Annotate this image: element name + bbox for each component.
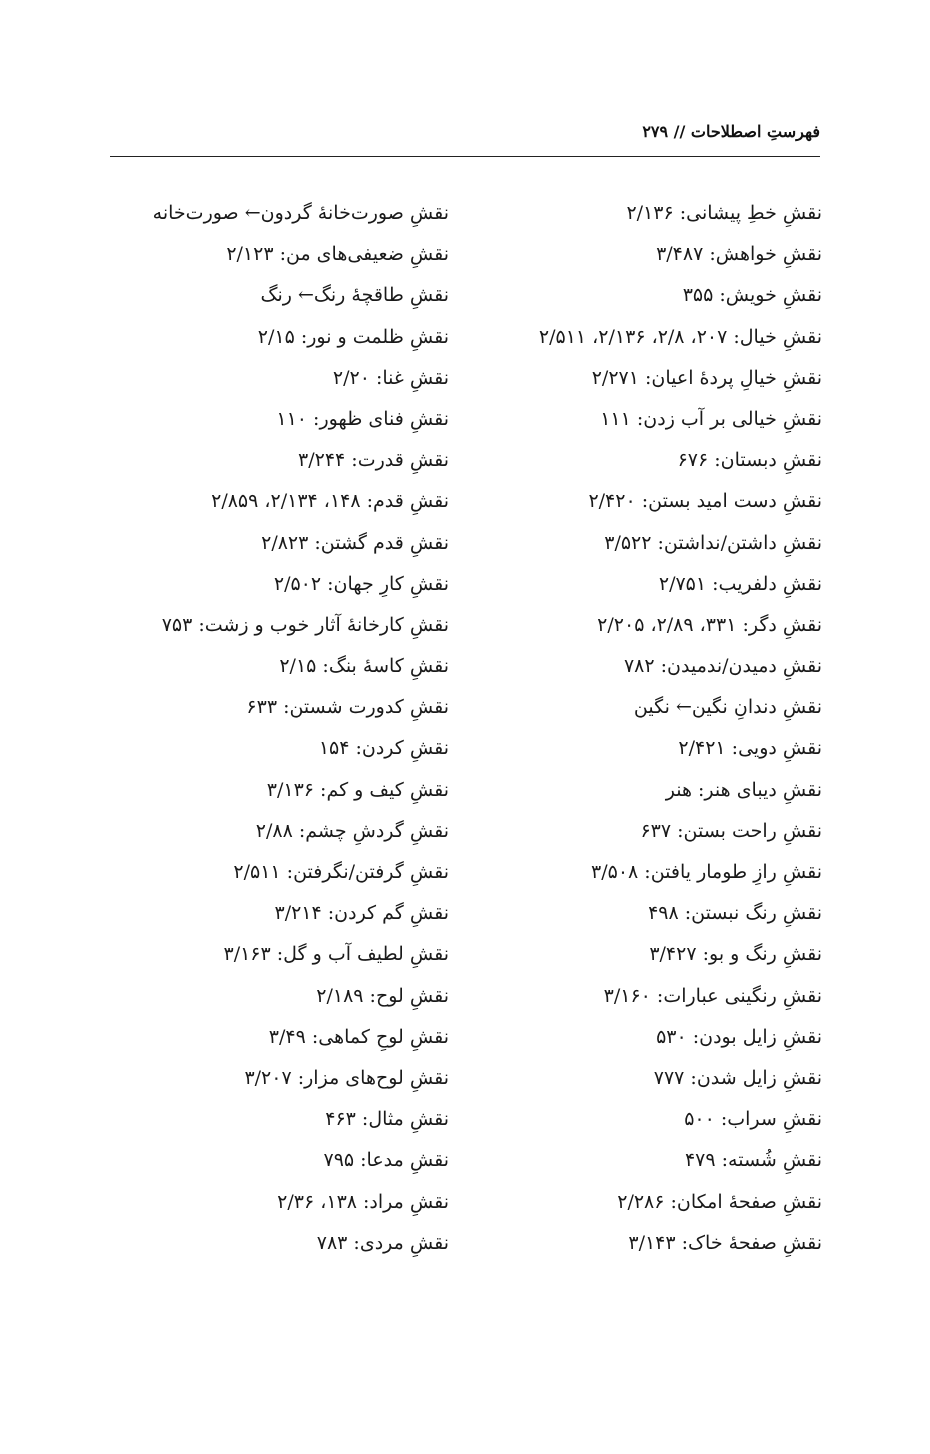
index-entry: نقشِ زایل بودن: ۵۳۰: [656, 1025, 822, 1048]
index-entry: نقشِ گم کردن: ۳/۲۱۴: [274, 902, 449, 925]
index-entry: نقشِ دیبای هنر: هنر: [665, 778, 822, 801]
index-entry: نقشِ کیف و کم: ۳/۱۳۶: [266, 778, 449, 801]
index-entry: نقشِ دبستان: ۶۷۶: [677, 449, 822, 472]
index-entry: نقشِ خطِ پیشانی: ۲/۱۳۶: [626, 202, 822, 224]
index-entry: نقشِ کردن: ۱۵۴: [318, 737, 449, 760]
index-entry: نقشِ کارخانۀ آثار خوب و زشت: ۷۵۳: [161, 613, 449, 636]
index-entry: نقشِ گردشِ چشم: ۲/۸۸: [255, 819, 449, 842]
index-entry: نقشِ رنگینی عبارات: ۳/۱۶۰: [603, 984, 822, 1007]
index-entry: نقشِ مردی: ۷۸۳: [316, 1231, 449, 1254]
index-entry: نقشِ سراب: ۵۰۰: [684, 1108, 822, 1131]
index-entry: نقشِ رازِ طومار یافتن: ۳/۵۰۸: [591, 861, 822, 883]
index-entry: نقشِ کاسۀ بنگ: ۲/۱۵: [279, 655, 449, 678]
index-entry: نقشِ گرفتن/نگرفتن: ۲/۵۱۱: [233, 861, 449, 883]
index-entry: نقشِ لوح‌های مزار: ۳/۲۰۷: [244, 1066, 449, 1089]
index-entry: نقشِ دمیدن/ندمیدن: ۷۸۲: [623, 655, 822, 678]
index-entry: نقشِ دگر: ۳۳۱، ۲/۸۹، ۲/۲۰۵: [597, 613, 822, 636]
index-entry: نقشِ صفحۀ خاک: ۳/۱۴۳: [628, 1231, 822, 1254]
index-entry: نقشِ مثال: ۴۶۳: [325, 1108, 449, 1131]
index-entry: نقشِ راحت بستن: ۶۳۷: [640, 819, 822, 842]
index-entry: نقشِ خیالی بر آب زدن: ۱۱۱: [600, 407, 822, 430]
index-entry: نقشِ لوحِ کماهی: ۳/۴۹: [268, 1025, 449, 1048]
index-entry: نقشِ شُسته: ۴۷۹: [684, 1149, 822, 1172]
index-entry: نقشِ ظلمت و نور: ۲/۱۵: [257, 325, 449, 348]
index-entry: نقشِ دویی: ۲/۴۲۱: [678, 737, 822, 760]
index-entry: نقشِ خویش: ۳۵۵: [682, 284, 822, 307]
index-entry: نقشِ صورت‌خانۀ گردون← صورت‌خانه: [152, 202, 449, 224]
index-entry: نقشِ غنا: ۲/۲۰: [332, 366, 449, 389]
index-entry: نقشِ کدورت شستن: ۶۳۳: [246, 696, 449, 719]
index-entry: نقشِ ضعیفی‌های من: ۲/۱۲۳: [226, 243, 449, 266]
index-columns: [110, 196, 822, 1276]
index-column-right: [492, 196, 822, 1267]
index-entry: نقشِ خواهش: ۳/۴۸۷: [656, 243, 822, 266]
index-entry: نقشِ کارِ جهان: ۲/۵۰۲: [273, 572, 449, 595]
index-entry: نقشِ لوح: ۲/۱۸۹: [316, 984, 449, 1007]
header-title: فهرستِ اصطلاحات // ۲۷۹: [642, 122, 820, 141]
index-entry: نقشِ دلفریب: ۲/۷۵۱: [658, 572, 822, 595]
index-entry: نقشِ فنای ظهور: ۱۱۰: [276, 407, 449, 430]
index-entry: نقشِ دندانِ نگین← نگین: [633, 696, 822, 719]
index-entry: نقشِ قدم: ۱۴۸، ۲/۱۳۴، ۲/۸۵۹: [211, 490, 449, 513]
index-entry: نقشِ رنگ نبستن: ۴۹۸: [648, 902, 822, 925]
index-column-left: [109, 196, 449, 1267]
index-entry: نقشِ طاقچۀ رنگ← رنگ: [260, 284, 449, 307]
index-entry: نقشِ زایل شدن: ۷۷۷: [653, 1066, 822, 1089]
index-entry: نقشِ خیالِ پردۀ اعیان: ۲/۲۷۱: [591, 366, 822, 389]
index-entry: نقشِ داشتن/نداشتن: ۳/۵۲۲: [604, 531, 822, 554]
index-entry: نقشِ مدعا: ۷۹۵: [323, 1149, 449, 1172]
index-entry: نقشِ لطیف آب و گل: ۳/۱۶۳: [223, 943, 449, 966]
index-entry: نقشِ مراد: ۱۳۸، ۲/۳۶: [277, 1190, 449, 1213]
index-entry: نقشِ خیال: ۲۰۷، ۲/۸، ۲/۱۳۶، ۲/۵۱۱: [538, 325, 822, 348]
index-entry: نقشِ قدم گشتن: ۲/۸۲۳: [261, 531, 449, 554]
running-header: [110, 120, 820, 157]
index-entry: نقشِ قدرت: ۳/۲۴۴: [298, 449, 449, 472]
index-entry: نقشِ صفحۀ امکان: ۲/۲۸۶: [617, 1190, 822, 1213]
index-entry: نقشِ دست امید بستن: ۲/۴۲۰: [588, 490, 822, 513]
index-entry: نقشِ رنگ و بو: ۳/۴۲۷: [649, 943, 822, 966]
